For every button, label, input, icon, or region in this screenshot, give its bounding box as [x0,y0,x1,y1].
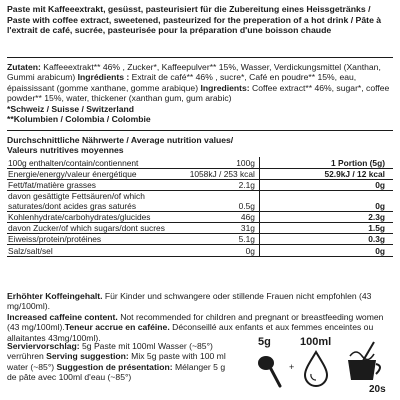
stirring-cup-icon [348,342,380,380]
table-row [7,169,393,180]
caffeine-text-de: Für Kinder und schwangere oder stillende Frauen nicht empfohlen (43 mg/100ml). [7,291,372,312]
spoon-icon [258,356,280,386]
nutrition-title [7,135,395,156]
table-row [7,223,393,234]
preparation-icons [252,336,392,398]
header-per100: 100g [166,157,260,169]
serving-bold-en: Serving suggestion: [46,351,129,362]
header-label: 100g enthalten/contain/contiennent [7,157,166,169]
product-title: Paste mit Kaffeeextrakt, gesüsst, pasteurisiert für die Zubereitung eines Heissgetränks / Paste with coffee extract, sweetened, pasteurized for the preperation of a hot drink / Pâte à l'extrait de café, sucrée, pasteurisée pour la préparation d'une boisson chaude [7,4,382,36]
serving-text-fr: Mélanger 5 g de pâte avec 100ml d'eau (~85°) [7,361,226,383]
row-per100: 0.5g [166,191,260,212]
divider [7,130,393,131]
row-per100: 31g [166,223,260,234]
row-portion: 2.3g [259,212,393,223]
ingredients-text-en: Coffee extract** 46%, sugar*, coffee powder** 15%, water, thickener (xanthan gum, gum arabic) [7,82,390,104]
row-per100: 1058kJ / 253 kcal [166,169,260,180]
row-label: Kohlenhydrate/carbohydrates/glucides [7,212,166,223]
row-portion: 52.9kJ / 12 kcal [259,169,393,180]
row-label: Eiweiss/protein/protéines [7,234,166,245]
serving-bold-de: Serviervorschlag: [7,341,80,351]
header-portion: 1 Portion (5g) [259,157,393,169]
table-row [7,212,393,223]
table-row [7,234,393,245]
row-portion: 0g [259,180,393,191]
ingredients-section [7,62,395,124]
caffeine-text-en: Not recommended for children and pregnant or breastfeeding women (43 mg/100ml). [7,311,384,333]
row-portion: 1.5g [259,223,393,234]
table-row [7,180,393,191]
caffeine-bold-fr: Teneur accrue en caféine. [64,322,170,333]
stir-time: 20s [369,384,386,395]
nutrition-title-line1: Durchschnittliche Nährwerte / Average nutrition values/ [7,135,234,145]
caffeine-bold-en: Increased caffeine content. [7,311,118,322]
row-portion: 0g [259,191,393,212]
table-header-row [7,157,393,169]
ingredients-label-fr: Ingrédients : [77,72,130,83]
ingredients-label-en: Ingredients: [200,82,250,93]
caffeine-text-fr: Déconseillé aux enfants et aux femmes enceintes ou allaitantes 43mg/100ml). [7,322,374,343]
row-label: Salz/salt/sel [7,245,166,256]
origin-note-coffee: **Kolumbien / Colombia / Colombie [7,114,151,125]
nutrition-table [7,157,393,257]
water-amount: 100ml [300,336,332,348]
row-per100: 0g [166,245,260,256]
ingredients-text-fr: Extrait de café** 46% , sucre*, Café en poudre** 15%, eau, épaississant (gomme xanthane, gomme arabique) [7,72,357,93]
preparation-graphics [252,336,392,398]
paste-amount: 5g [258,336,271,348]
row-label: davon Zucker/of which sugars/dont sucres [8,223,165,234]
plus-sign: + [289,362,295,372]
row-per100: 2.1g [166,180,260,191]
serving-bold-fr: Suggestion de présentation: [56,361,173,372]
divider [7,57,393,58]
row-portion: 0g [259,245,393,256]
water-drop-icon [305,352,327,386]
row-label: Energie/energy/valeur énergétique [7,169,166,180]
ingredients-text-de: Kaffeeextrakt** 46% , Zucker*, Kaffeepulver** 15%, Wasser, Verdickungsmittel (Xanthan, Gummi arabicum) [7,62,381,83]
row-per100: 5.1g [166,234,260,245]
table-row [7,245,393,256]
origin-note-sugar: *Schweiz / Suisse / Switzerland [7,103,135,114]
serving-suggestion [7,341,227,383]
row-label: Fett/fat/matière grasses [7,180,166,191]
ingredients-label-de: Zutaten: [7,62,41,72]
caffeine-bold-de: Erhöhter Koffeingehalt. [7,291,103,301]
serving-text-de: 5g Paste mit 100ml Wasser (~85°) verrühren [7,341,213,362]
row-label: davon gesättigte Fettsäuren/of which saturates/dont acides gras saturés [7,191,166,212]
row-portion: 0.3g [259,234,393,245]
table-row [7,191,393,212]
nutrition-title-line2: Valeurs nutritives moyennes [7,145,124,156]
row-per100: 46g [166,212,260,223]
serving-text-en: Mix 5g paste with 100 ml water (~85°) [7,351,226,372]
